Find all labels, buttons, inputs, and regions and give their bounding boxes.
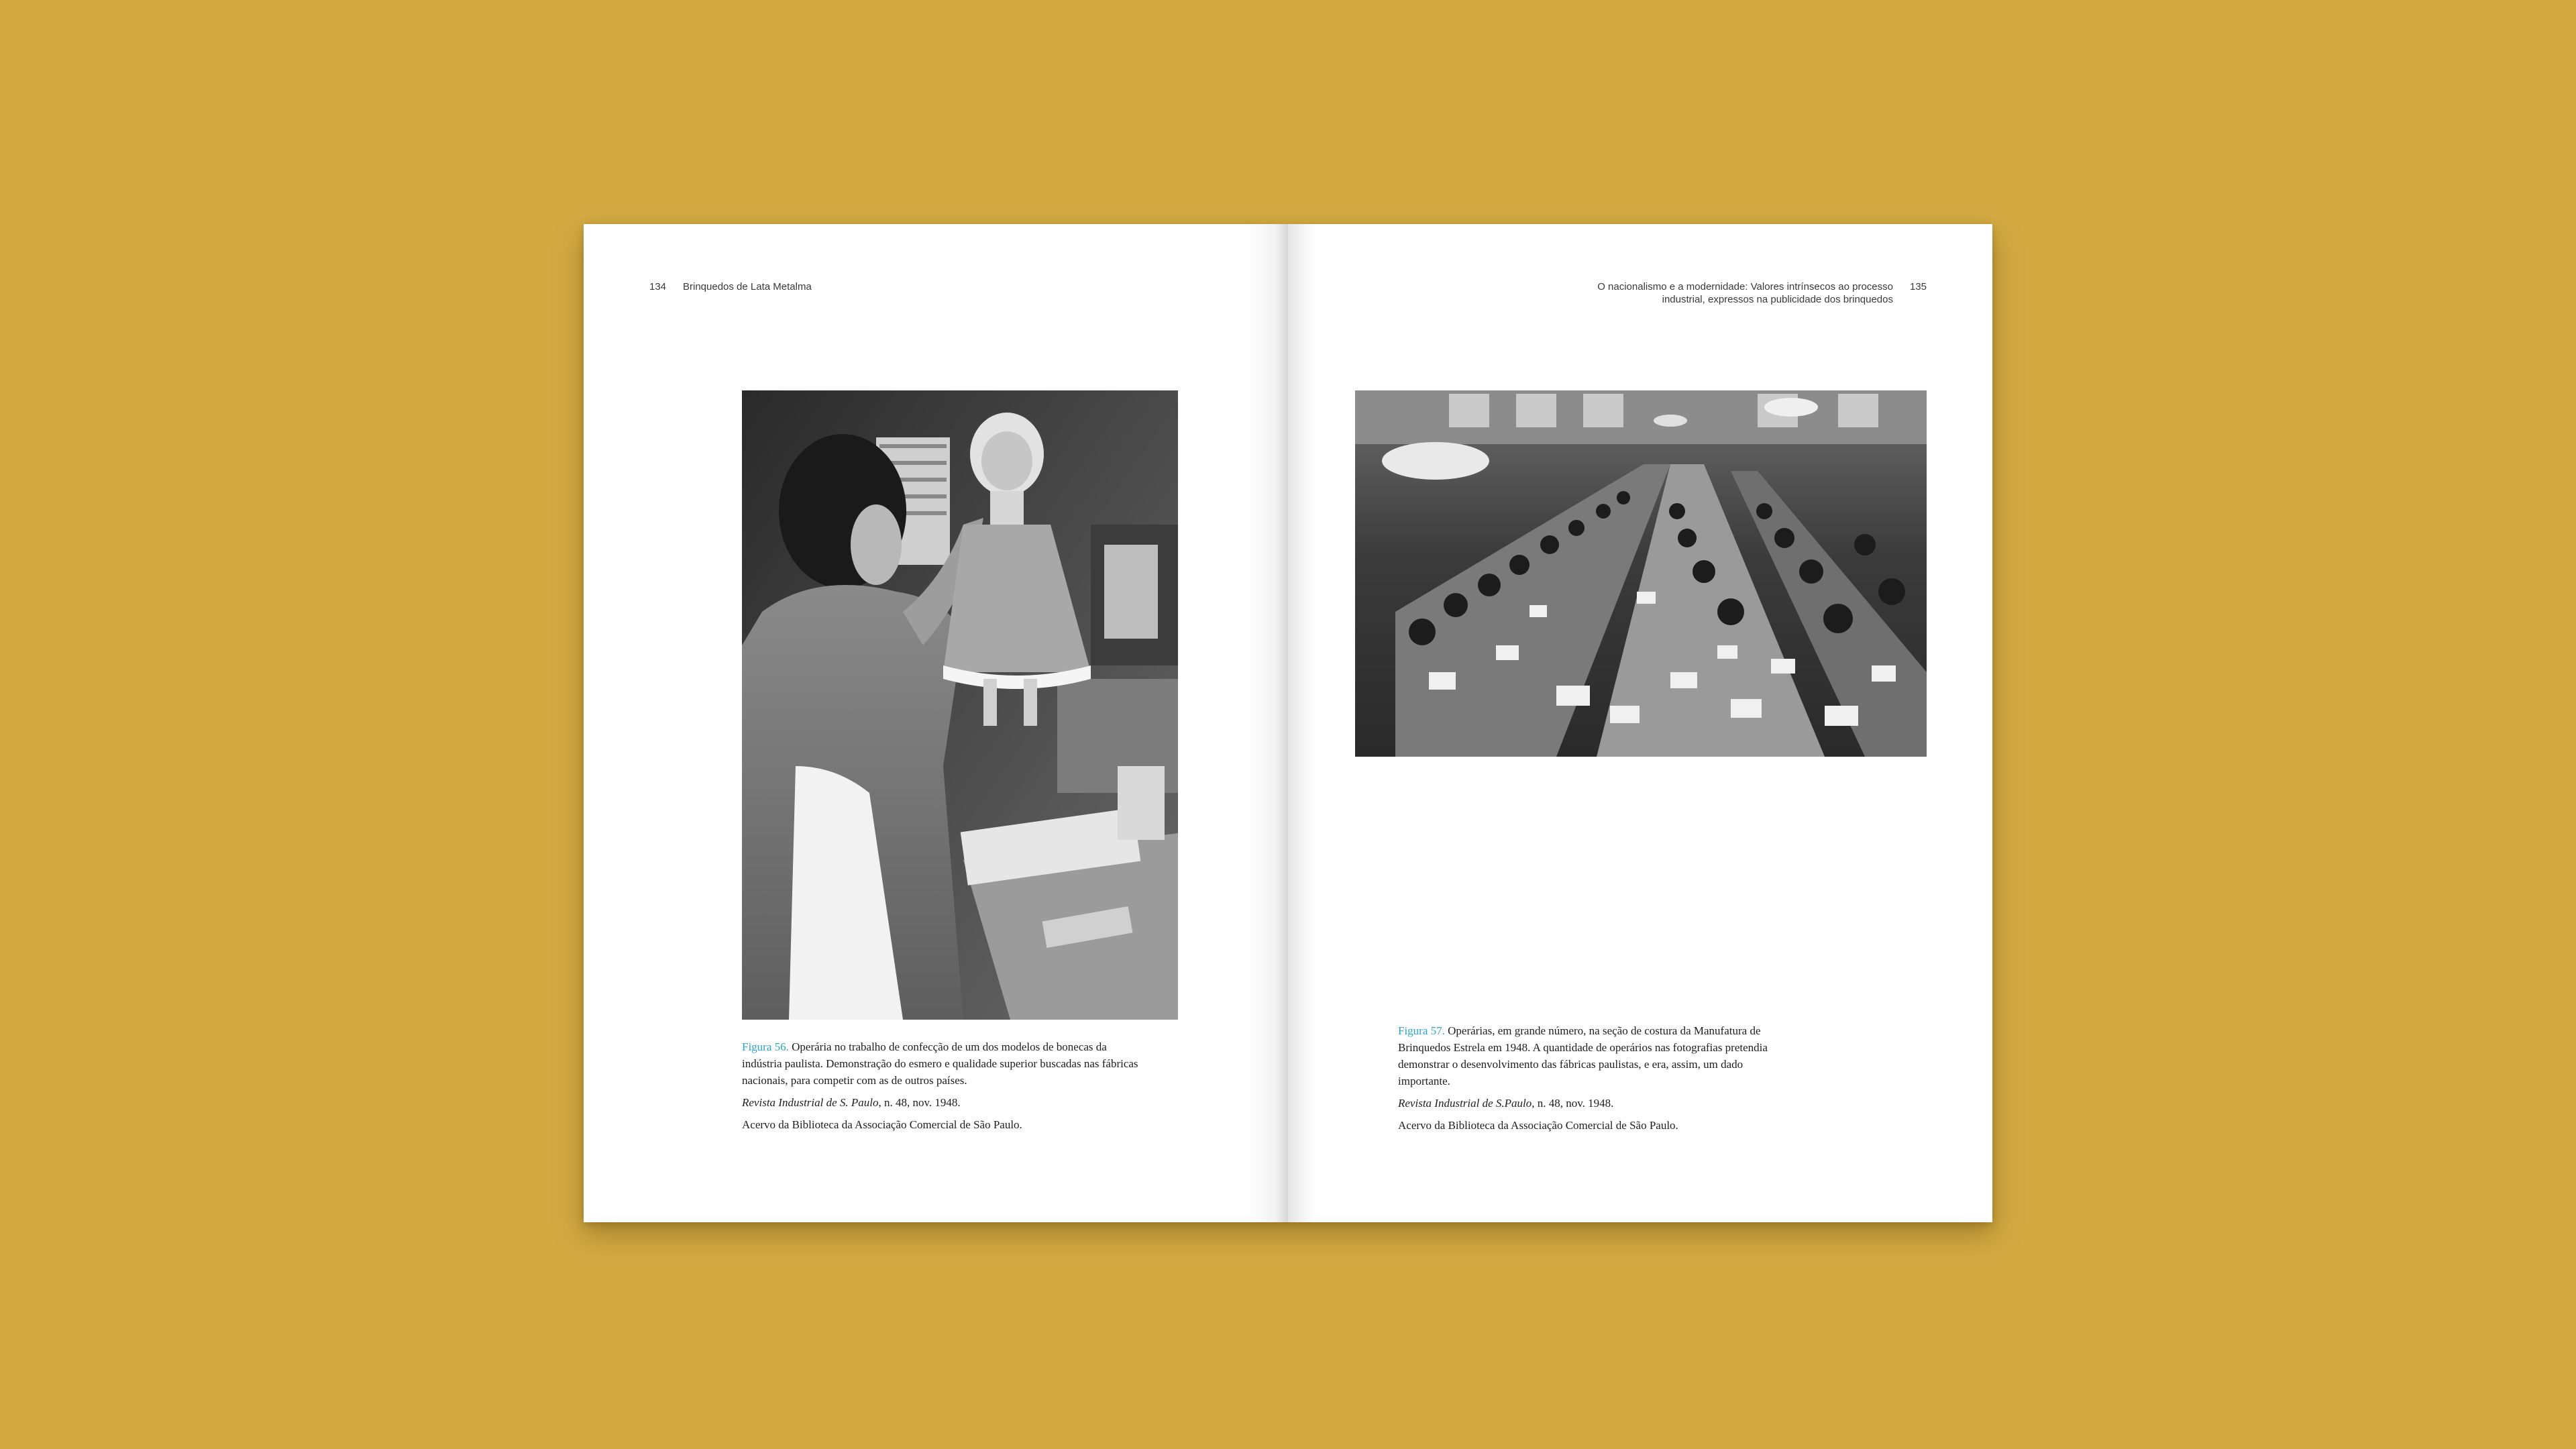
figure-57-caption	[1398, 1022, 1774, 1134]
photo-sewing-section-workers-icon	[1355, 390, 1927, 757]
figure-57-source-title: Revista Industrial de S.Paulo	[1398, 1097, 1532, 1110]
left-running-title: Brinquedos de Lata Metalma	[683, 281, 812, 292]
figure-57-caption-text	[1398, 1022, 1774, 1089]
figure-56-collection: Acervo da Biblioteca da Associação Comercial de São Paulo.	[742, 1118, 1022, 1131]
right-running-title	[1544, 280, 1893, 306]
right-running-title-line2: industrial, expressos na publicidade dos brinquedos	[1662, 294, 1893, 305]
figure-56-caption-text	[742, 1038, 1144, 1089]
right-page	[1288, 224, 1992, 1222]
right-running-title-line1: O nacionalismo e a modernidade: Valores intrínsecos ao processo	[1597, 281, 1893, 292]
photo-woman-dressing-doll-icon	[742, 390, 1178, 1020]
figure-56-photo	[742, 390, 1178, 1020]
figure-57-label: Figura 57.	[1398, 1024, 1445, 1037]
figure-57-photo	[1355, 390, 1927, 757]
figure-57-source	[1398, 1095, 1774, 1112]
book-spread	[584, 224, 1992, 1222]
figure-56-source-detail: , n. 48, nov. 1948.	[878, 1096, 961, 1109]
figure-56-description: Operária no trabalho de confecção de um dos modelos de bonecas da indústria paulista. Demonstração do esmero e qualidade superior buscadas nas fábricas nacionais, para competir com as de outros países.	[742, 1040, 1138, 1087]
figure-57-source-detail: , n. 48, nov. 1948.	[1532, 1097, 1614, 1110]
figure-56-source	[742, 1094, 1144, 1111]
figure-56-source-title: Revista Industrial de S. Paulo	[742, 1096, 879, 1109]
figure-56-label: Figura 56.	[742, 1040, 789, 1053]
right-page-number: 135	[1909, 281, 1927, 292]
figure-57-collection: Acervo da Biblioteca da Associação Comercial de São Paulo.	[1398, 1119, 1678, 1132]
left-page-number: 134	[649, 281, 667, 292]
left-page	[584, 224, 1288, 1222]
figure-57-description: Operárias, em grande número, na seção de costura da Manufatura de Brinquedos Estrela em 1948. A quantidade de operários nas fotografias pretendia demonstrar o desenvolvimento das fábricas paulistas, e era, assim, um dado importante.	[1398, 1024, 1768, 1087]
figure-56-caption	[742, 1038, 1144, 1133]
